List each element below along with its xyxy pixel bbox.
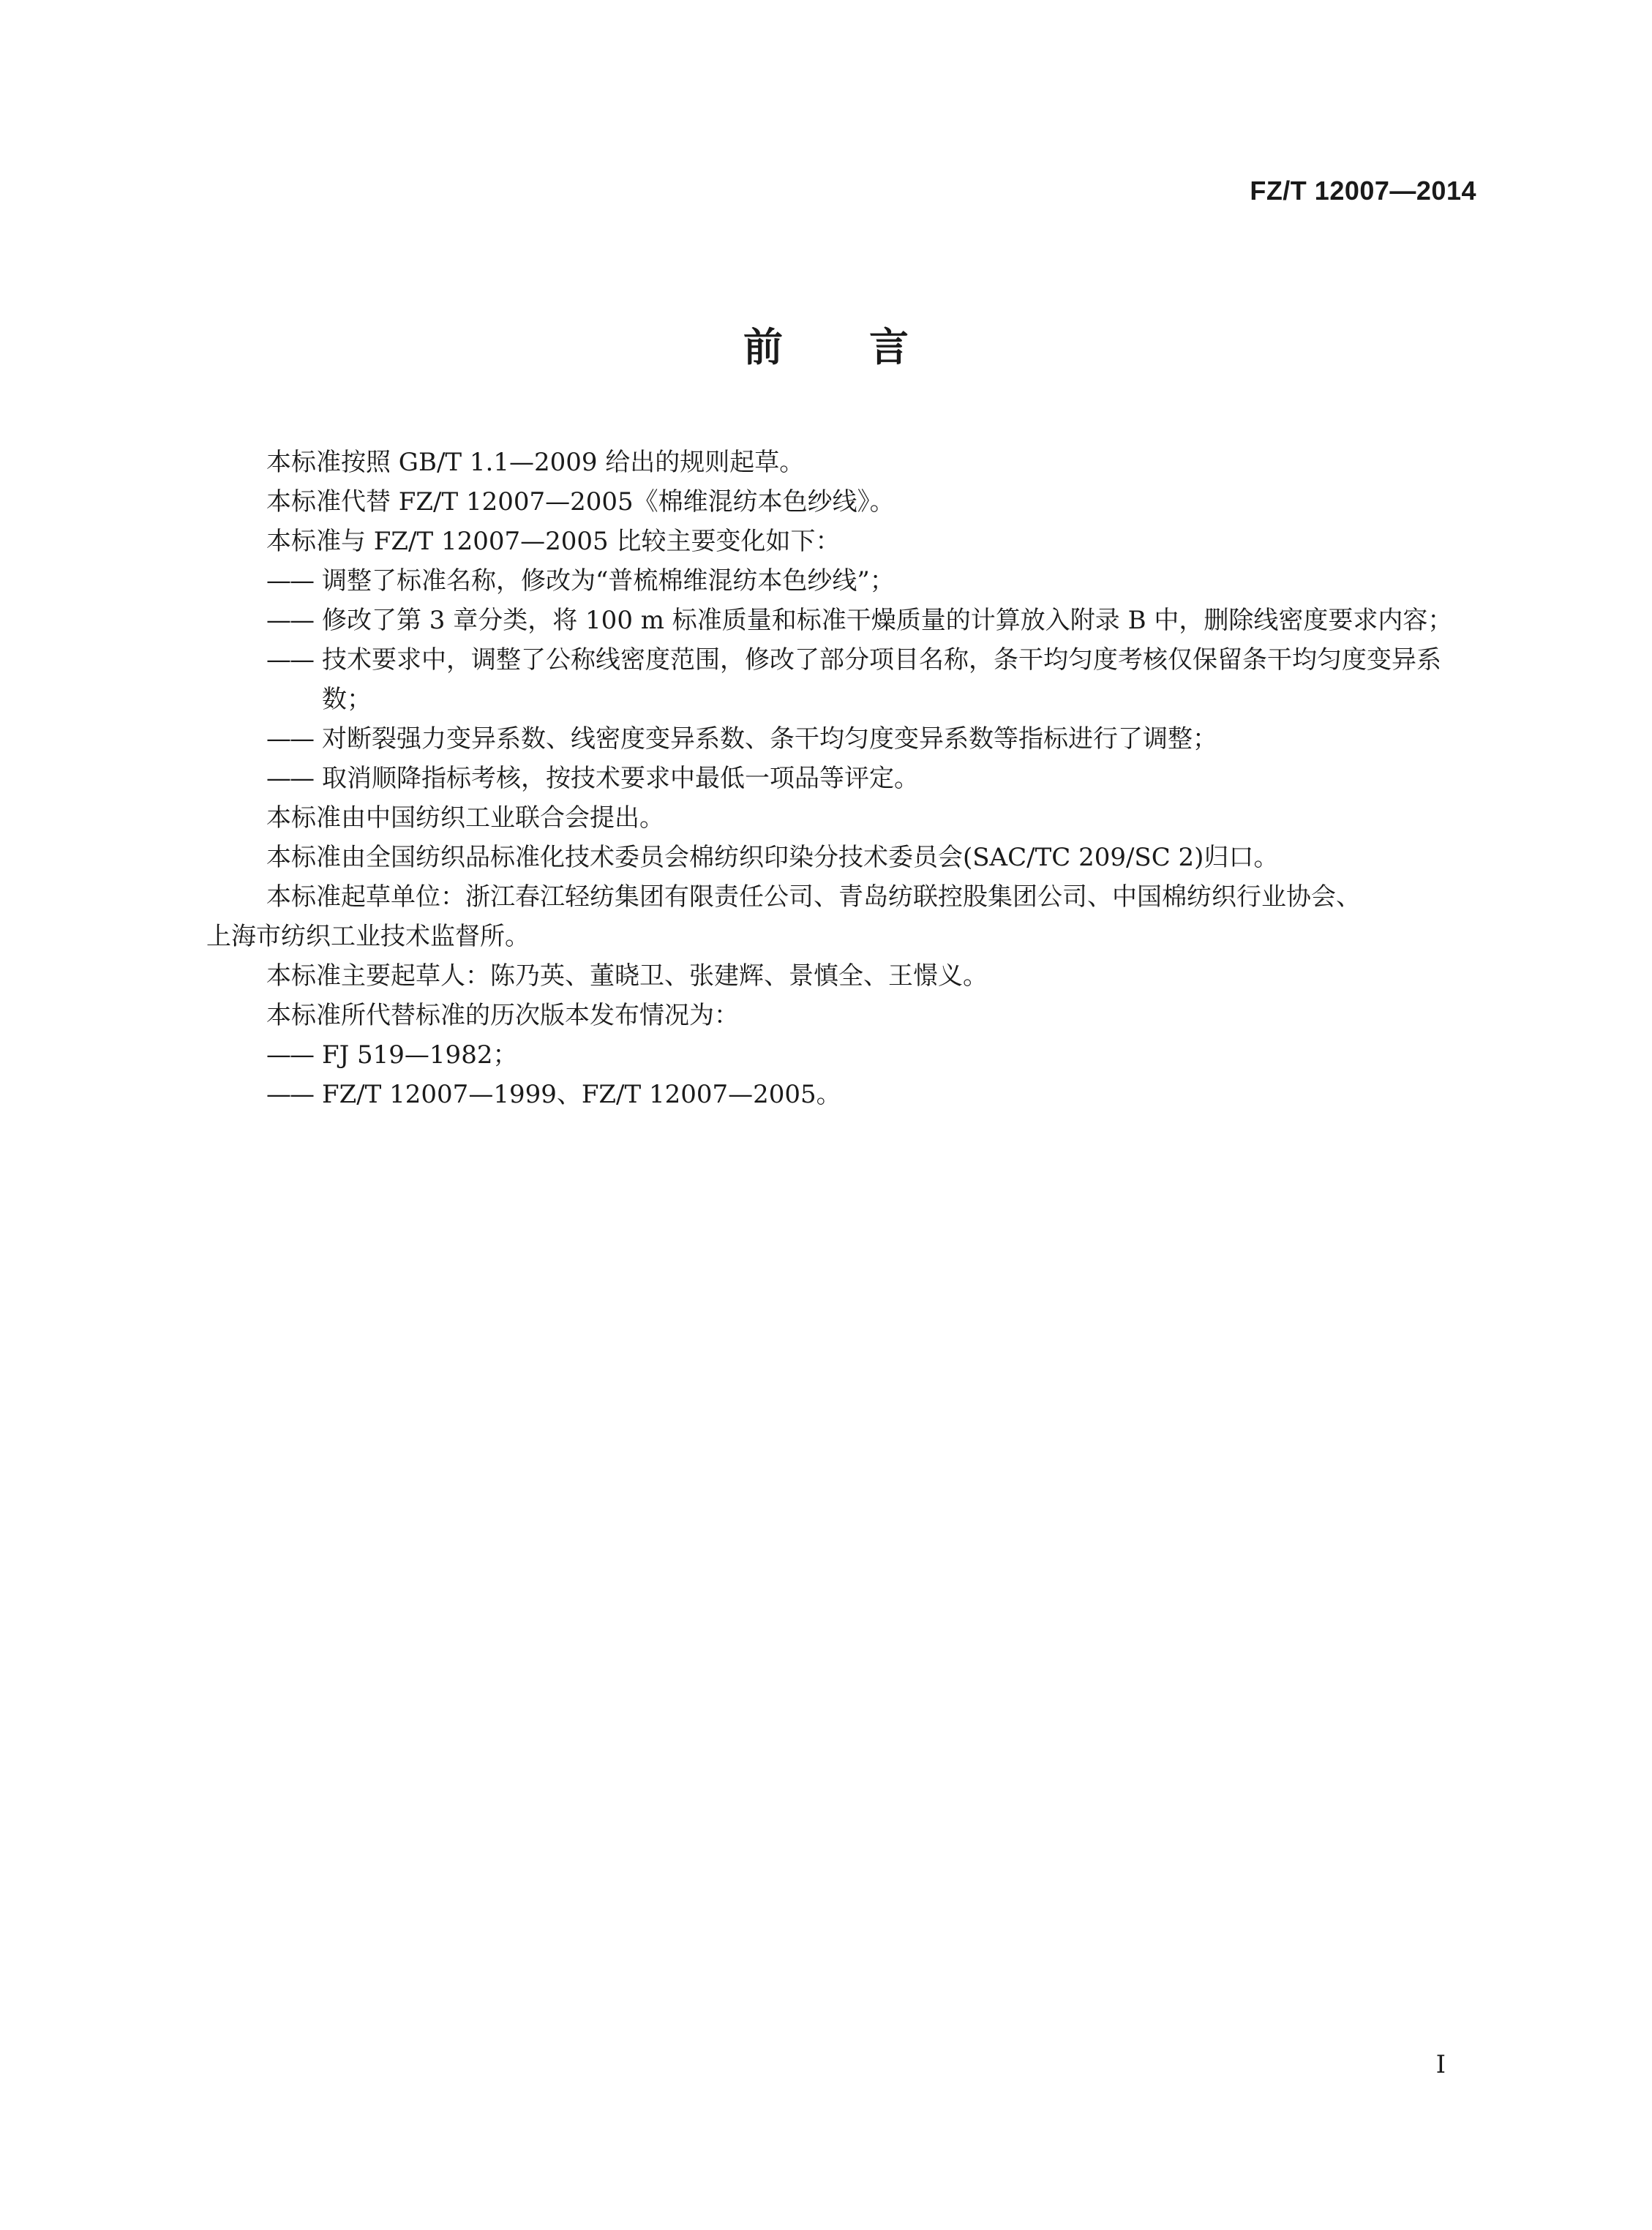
change-item-1 xyxy=(206,561,1485,601)
paragraph-proposer: 本标准由中国纺织工业联合会提出。 xyxy=(266,803,664,833)
page-title: 前言 xyxy=(743,324,995,370)
paragraph-changes-intro: 本标准与 FZ/T 12007—2005 比较主要变化如下： xyxy=(266,527,841,556)
history-item-2 xyxy=(206,1075,1485,1114)
paragraph-history-intro: 本标准所代替标准的历次版本发布情况为： xyxy=(266,1001,739,1030)
change-item-4 xyxy=(206,719,1485,759)
drafting-units-line-2: 上海市纺织工业技术监督所。 xyxy=(206,922,530,951)
paragraph-drafting-rules: 本标准按照 GB/T 1.1—2009 给出的规则起草。 xyxy=(266,448,805,477)
paragraph-committee: 本标准由全国纺织品标准化技术委员会棉纺织印染分技术委员会(SAC/TC 209/SC 2)归口。 xyxy=(266,843,1279,872)
em-dash: —— xyxy=(266,606,313,635)
history-item-1 xyxy=(206,1035,1485,1075)
em-dash: —— xyxy=(266,764,313,793)
em-dash: —— xyxy=(266,1080,313,1109)
change-item-text: 对断裂强力变异系数、线密度变异系数、条干均匀度变异系数等指标进行了调整； xyxy=(322,724,1217,754)
change-item-2 xyxy=(206,601,1485,640)
change-item-5 xyxy=(206,759,1485,798)
change-item-text: 修改了第 3 章分类，将 100 m 标准质量和标准干燥质量的计算放入附录 B 中，删除线密度要求内容； xyxy=(322,606,1453,635)
change-item-text: 调整了标准名称，修改为“普梳棉维混纺本色纱线”； xyxy=(322,566,895,596)
paragraph-drafting-units xyxy=(206,877,1485,956)
foreword-body xyxy=(206,443,1485,1114)
change-item-3 xyxy=(206,640,1485,719)
em-dash: —— xyxy=(266,724,313,754)
history-item-text: FJ 519—1982； xyxy=(322,1040,518,1070)
history-item-text: FZ/T 12007—1999、FZ/T 12007—2005。 xyxy=(322,1080,841,1109)
em-dash: —— xyxy=(266,645,313,675)
standard-code: FZ/T 12007—2014 xyxy=(1250,176,1476,206)
change-item-text: 取消顺降指标考核，按技术要求中最低一项品等评定。 xyxy=(322,764,919,793)
change-item-text: 技术要求中，调整了公称线密度范围，修改了部分项目名称，条干均匀度考核仅保留条干均匀度变异系数； xyxy=(322,645,1441,714)
em-dash: —— xyxy=(266,566,313,596)
paragraph-replaces: 本标准代替 FZ/T 12007—2005《棉维混纺本色纱线》。 xyxy=(266,487,895,517)
page-number: I xyxy=(1435,2050,1446,2079)
drafting-units-line-1: 本标准起草单位：浙江春江轻纺集团有限责任公司、青岛纺联控股集团公司、中国棉纺织行业协会、 xyxy=(266,882,1361,912)
paragraph-drafters: 本标准主要起草人：陈乃英、董晓卫、张建辉、景慎全、王憬义。 xyxy=(266,961,988,991)
em-dash: —— xyxy=(266,1040,313,1070)
